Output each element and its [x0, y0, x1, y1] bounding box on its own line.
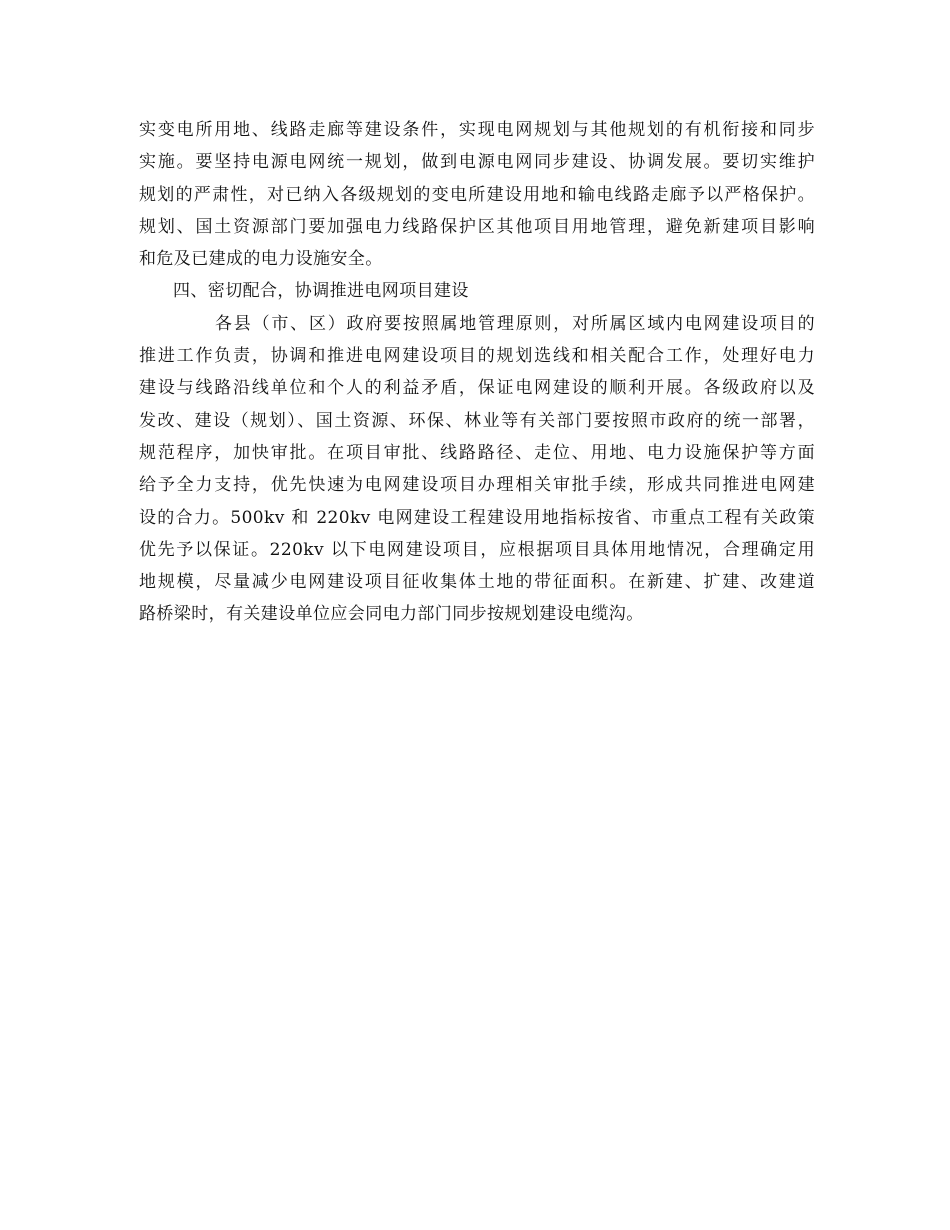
paragraph-main — [139, 308, 815, 631]
text-line: 规范程序，加快审批。在项目审批、线路路径、走位、用地、电力设施保护等方面 — [139, 442, 815, 463]
text-line: 实变电所用地、线路走廊等建设条件，实现电网规划与其他规划的有机衔接和同步 — [139, 120, 815, 140]
text-line: 建设与线路沿线单位和个人的利益矛盾，保证电网建设的顺利开展。各级政府以及 — [139, 378, 815, 399]
section-heading: 四、密切配合，协调推进电网项目建设 — [173, 281, 469, 302]
text-line: 地规模，尽量减少电网建设项目征收集体土地的带征面积。在新建、扩建、改建道 — [139, 572, 815, 593]
text-line: 给予全力支持，优先快速为电网建设项目办理相关审批手续，形成共同推进电网建 — [139, 475, 815, 496]
text-line: 设的合力。500kv 和 220kv 电网建设工程建设用地指标按省、市重点工程有关政策 — [139, 507, 815, 528]
text-line: 规划、国土资源部门要加强电力线路保护区其他项目用地管理，避免新建项目影响 — [139, 216, 815, 237]
text-line: 优先予以保证。220kv 以下电网建设项目，应根据项目具体用地情况，合理确定用 — [139, 539, 815, 560]
text-line: 路桥梁时，有关建设单位应会同电力部门同步按规划建设电缆沟。 — [139, 604, 644, 625]
document-body — [139, 114, 815, 631]
text-line: 实施。要坚持电源电网统一规划，做到电源电网同步建设、协调发展。要切实维护 — [139, 152, 815, 173]
text-line: 各县（市、区）政府要按照属地管理原则，对所属区域内电网建设项目的 — [215, 313, 815, 334]
paragraph-continued — [139, 114, 815, 275]
text-line: 和危及已建成的电力设施安全。 — [139, 249, 383, 270]
text-line: 规划的严肃性，对已纳入各级规划的变电所建设用地和输电线路走廊予以严格保护。 — [139, 184, 815, 205]
text-line: 推进工作负责，协调和推进电网建设项目的规划选线和相关配合工作，处理好电力 — [139, 346, 815, 367]
text-line: 发改、建设（规划）、国土资源、环保、林业等有关部门要按照市政府的统一部署， — [139, 410, 815, 431]
